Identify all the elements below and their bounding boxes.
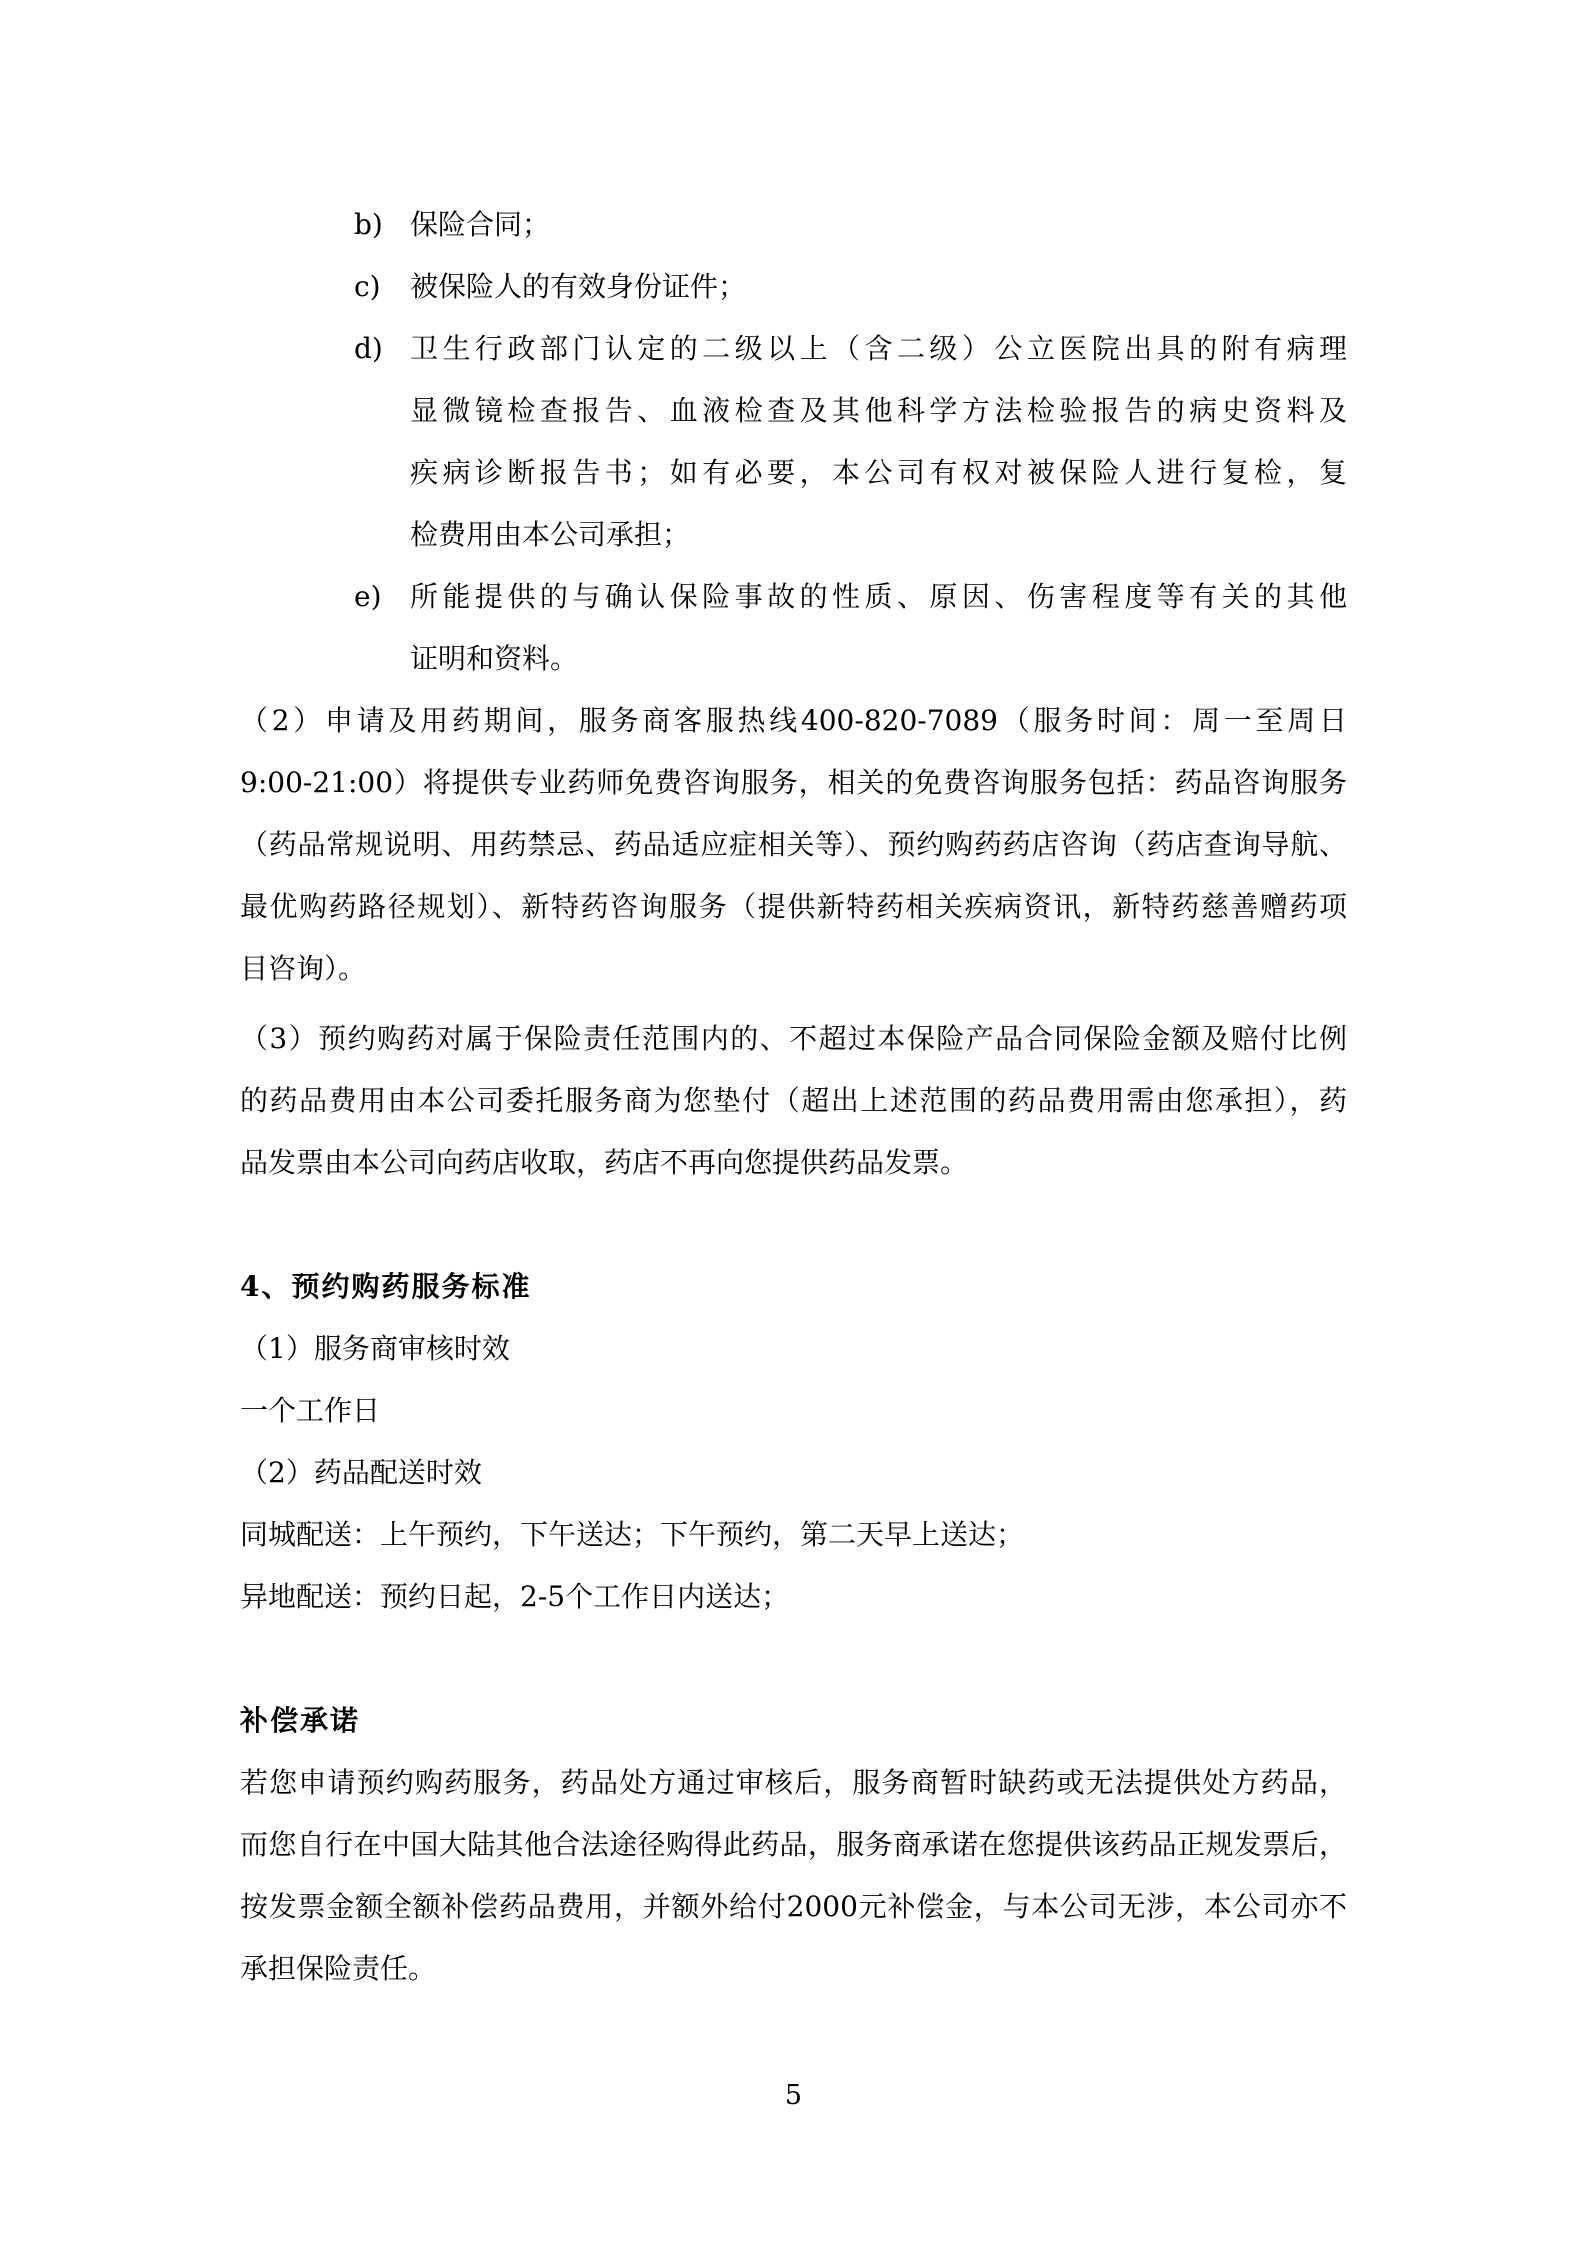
list-item-label: c)	[354, 270, 381, 303]
list-item-label: e)	[354, 580, 382, 613]
text-line: 若您申请预约购药服务，药品处方通过审核后，服务商暂时缺药或无法提供处方药品，	[240, 1766, 1347, 1799]
list-item-text	[410, 318, 1347, 566]
list-item-c	[240, 256, 1347, 318]
text-line: （2）药品配送时效	[240, 1456, 482, 1489]
text-line: 同城配送：上午预约，下午送达；下午预约，第二天早上送达；	[240, 1518, 1025, 1551]
text-line: 所能提供的与确认保险事故的性质、原因、伤害程度等有关的其他	[410, 580, 1347, 613]
section-heading	[240, 1256, 1347, 1318]
list-item-label: b)	[354, 208, 383, 241]
list-item-b	[240, 194, 1347, 256]
paragraph	[240, 690, 1347, 1000]
text-line: 目咨询）。	[240, 952, 367, 985]
text-line: 补偿承诺	[240, 1704, 361, 1737]
text-line: 检费用由本公司承担；	[410, 518, 691, 551]
text-line: 承担保险责任。	[240, 1952, 437, 1985]
text-line: 按发票金额全额补偿药品费用，并额外给付2000元补偿金，与本公司无涉，本公司亦不	[240, 1890, 1347, 1923]
list-item-text	[410, 194, 1347, 256]
text-line: 4、预约购药服务标准	[240, 1270, 532, 1303]
list-item-e	[240, 566, 1347, 690]
paragraph	[240, 1442, 1347, 1504]
list-item-text	[410, 566, 1347, 690]
text-line: 的药品费用由本公司委托服务商为您垫付（超出上述范围的药品费用需由您承担），药	[240, 1084, 1347, 1117]
text-line: （3）预约购药对属于保险责任范围内的、不超过本保险产品合同保险金额及赔付比例	[240, 1022, 1347, 1055]
text-line: （1）服务商审核时效	[240, 1332, 510, 1365]
text-line: 一个工作日	[240, 1394, 381, 1427]
text-line: 最优购药路径规划）、新特药咨询服务（提供新特药相关疾病资讯，新特药慈善赠药项	[240, 890, 1347, 923]
paragraph	[240, 1752, 1347, 2000]
paragraph	[240, 1380, 1347, 1442]
text-line: 显微镜检查报告、血液检查及其他科学方法检验报告的病史资料及	[410, 394, 1347, 427]
blank-line	[240, 1628, 1347, 1690]
text-line: （药品常规说明、用药禁忌、药品适应症相关等）、预约购药药店咨询（药店查询导航、	[240, 828, 1347, 861]
paragraph	[240, 1504, 1347, 1566]
paragraph	[240, 1318, 1347, 1380]
paragraph	[240, 1566, 1347, 1628]
text-line: 品发票由本公司向药店收取，药店不再向您提供药品发票。	[240, 1146, 969, 1179]
text-line: 证明和资料。	[410, 642, 579, 675]
text-line: （2）申请及用药期间，服务商客服热线400-820-7089（服务时间：周一至周日	[240, 704, 1347, 737]
text-line: 保险合同；	[410, 208, 551, 241]
text-line: 9:00-21:00）将提供专业药师免费咨询服务，相关的免费咨询服务包括：药品咨询服务	[240, 766, 1347, 799]
text-line: 异地配送：预约日起，2-5个工作日内送达；	[240, 1580, 790, 1613]
text-line: 卫生行政部门认定的二级以上（含二级）公立医院出具的附有病理	[410, 332, 1347, 365]
text-line: 而您自行在中国大陆其他合法途径购得此药品，服务商承诺在您提供该药品正规发票后，	[240, 1828, 1347, 1861]
list-item-text	[410, 256, 1347, 318]
list-item-d	[240, 318, 1347, 566]
list-item-label: d)	[354, 332, 383, 365]
document-body	[240, 194, 1347, 2000]
text-line: 疾病诊断报告书；如有必要，本公司有权对被保险人进行复检，复	[410, 456, 1347, 489]
text-line: 被保险人的有效身份证件；	[410, 270, 747, 303]
page-number: 5	[784, 2080, 803, 2111]
paragraph	[240, 1008, 1347, 1194]
blank-line	[240, 1194, 1347, 1256]
section-heading	[240, 1690, 1347, 1752]
